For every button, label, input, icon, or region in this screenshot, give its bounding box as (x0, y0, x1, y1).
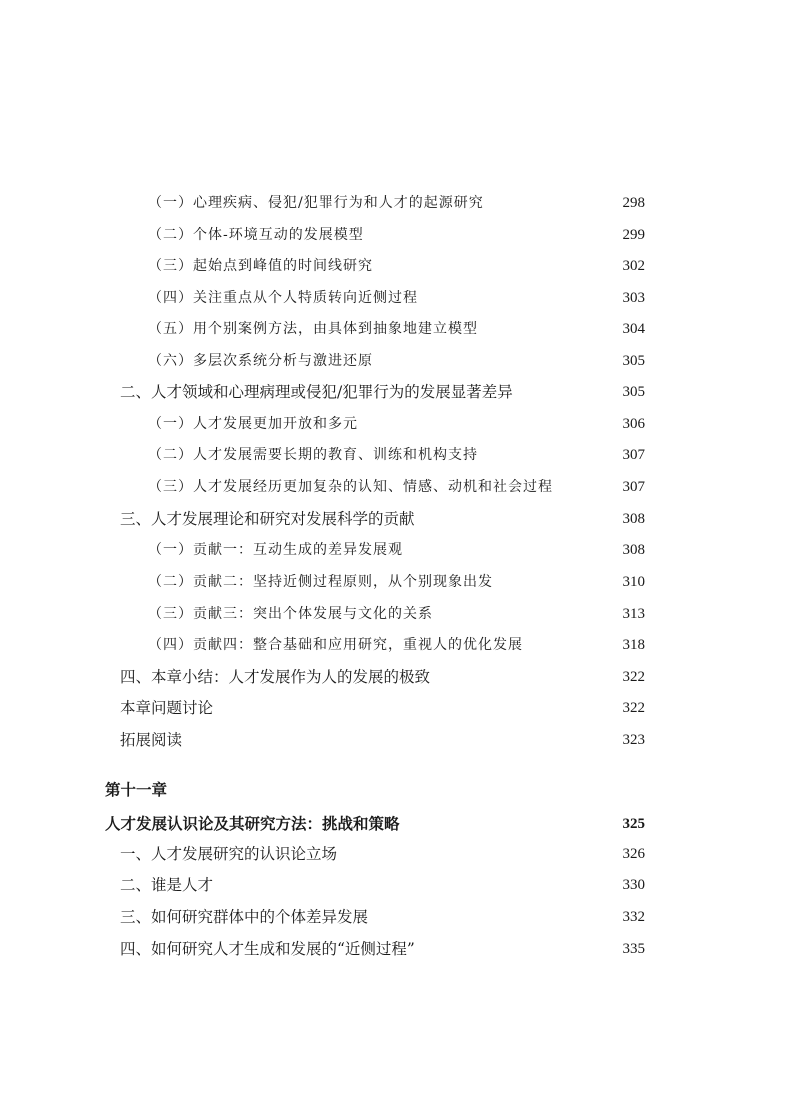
toc-entry-page: 308 (622, 542, 645, 558)
toc-entry (0, 347, 790, 375)
toc-section (0, 726, 790, 754)
toc-section-title: 三、人才发展理论和研究对发展科学的贡献 (120, 510, 415, 528)
toc-section-title: 二、谁是人才 (120, 876, 214, 894)
toc-entry (0, 631, 790, 659)
toc-entry-page: 307 (622, 479, 645, 495)
toc-entry-title: （六）多层次系统分析与激进还原 (148, 353, 373, 369)
toc-entry-title: （三）贡献三：突出个体发展与文化的关系 (148, 606, 433, 622)
toc-entry-page: 299 (622, 227, 645, 243)
toc-entry-title: （三）人才发展经历更加复杂的认知、情感、动机和社会过程 (148, 479, 553, 495)
toc-section (0, 840, 790, 868)
toc-entry-title: （一）心理疾病、侵犯/犯罪行为和人才的起源研究 (148, 195, 484, 211)
toc-section-title: 本章问题讨论 (120, 699, 214, 717)
toc-entry (0, 441, 790, 469)
toc-entry-page: 313 (622, 606, 645, 622)
toc-entry-title: （一）贡献一：互动生成的差异发展观 (148, 542, 403, 558)
toc-section-page: 322 (622, 700, 645, 716)
toc-entry-title: （二）贡献二：坚持近侧过程原则，从个别现象出发 (148, 574, 493, 590)
toc-section (0, 871, 790, 899)
toc-section-title: 三、如何研究群体中的个体差异发展 (120, 908, 369, 926)
toc-section-page: 330 (622, 877, 645, 893)
toc-entry-title: （二）个体-环境互动的发展模型 (148, 227, 364, 243)
toc-entry (0, 473, 790, 501)
toc-section-page: 335 (622, 941, 645, 957)
toc-section-page: 326 (622, 846, 645, 862)
toc-entry-title: （二）人才发展需要长期的教育、训练和机构支持 (148, 447, 478, 463)
toc-section-page: 305 (622, 384, 645, 400)
toc-entry (0, 600, 790, 628)
toc-section-title: 四、本章小结：人才发展作为人的发展的极致 (120, 668, 431, 686)
toc-entry-page: 307 (622, 447, 645, 463)
toc-section-title: 拓展阅读 (120, 731, 183, 749)
toc-entry-title: （五）用个别案例方法，由具体到抽象地建立模型 (148, 321, 478, 337)
toc-section-title: 二、人才领域和心理病理或侵犯/犯罪行为的发展显著差异 (120, 383, 513, 401)
toc-section-title: 一、人才发展研究的认识论立场 (120, 845, 338, 863)
toc-entry-title: （四）关注重点从个人特质转向近侧过程 (148, 290, 418, 306)
toc-section-page: 322 (622, 669, 645, 685)
toc-section (0, 694, 790, 722)
toc-entry (0, 410, 790, 438)
toc-entry-page: 306 (622, 416, 645, 432)
toc-section-page: 332 (622, 909, 645, 925)
toc-entry (0, 221, 790, 249)
toc-section-page: 308 (622, 511, 645, 527)
toc-entry-title: （四）贡献四：整合基础和应用研究，重视人的优化发展 (148, 637, 523, 653)
toc-entry (0, 284, 790, 312)
chapter-page: 325 (622, 816, 645, 832)
toc-entry-page: 298 (622, 195, 645, 211)
toc-entry-page: 304 (622, 321, 645, 337)
toc-entry-title: （三）起始点到峰值的时间线研究 (148, 258, 373, 274)
toc-entry-page: 303 (622, 290, 645, 306)
toc-entry-title: （一）人才发展更加开放和多元 (148, 416, 358, 432)
toc-entry-page: 302 (622, 258, 645, 274)
toc-section (0, 903, 790, 931)
toc-section (0, 505, 790, 533)
toc-entry-page: 305 (622, 353, 645, 369)
toc-section (0, 935, 790, 963)
toc-entry (0, 315, 790, 343)
toc-section-title: 四、如何研究人才生成和发展的“近侧过程” (120, 940, 415, 958)
toc-section (0, 378, 790, 406)
toc-entry (0, 568, 790, 596)
toc-entry-page: 310 (622, 574, 645, 590)
toc-entry-page: 318 (622, 637, 645, 653)
toc-section (0, 663, 790, 691)
chapter-label: 第十一章 (105, 780, 168, 799)
toc-section-page: 323 (622, 732, 645, 748)
chapter-title: 人才发展认识论及其研究方法：挑战和策略 (105, 814, 400, 833)
toc-entry (0, 252, 790, 280)
toc-entry (0, 536, 790, 564)
toc-entry (0, 189, 790, 217)
chapter-title-row (0, 810, 790, 838)
